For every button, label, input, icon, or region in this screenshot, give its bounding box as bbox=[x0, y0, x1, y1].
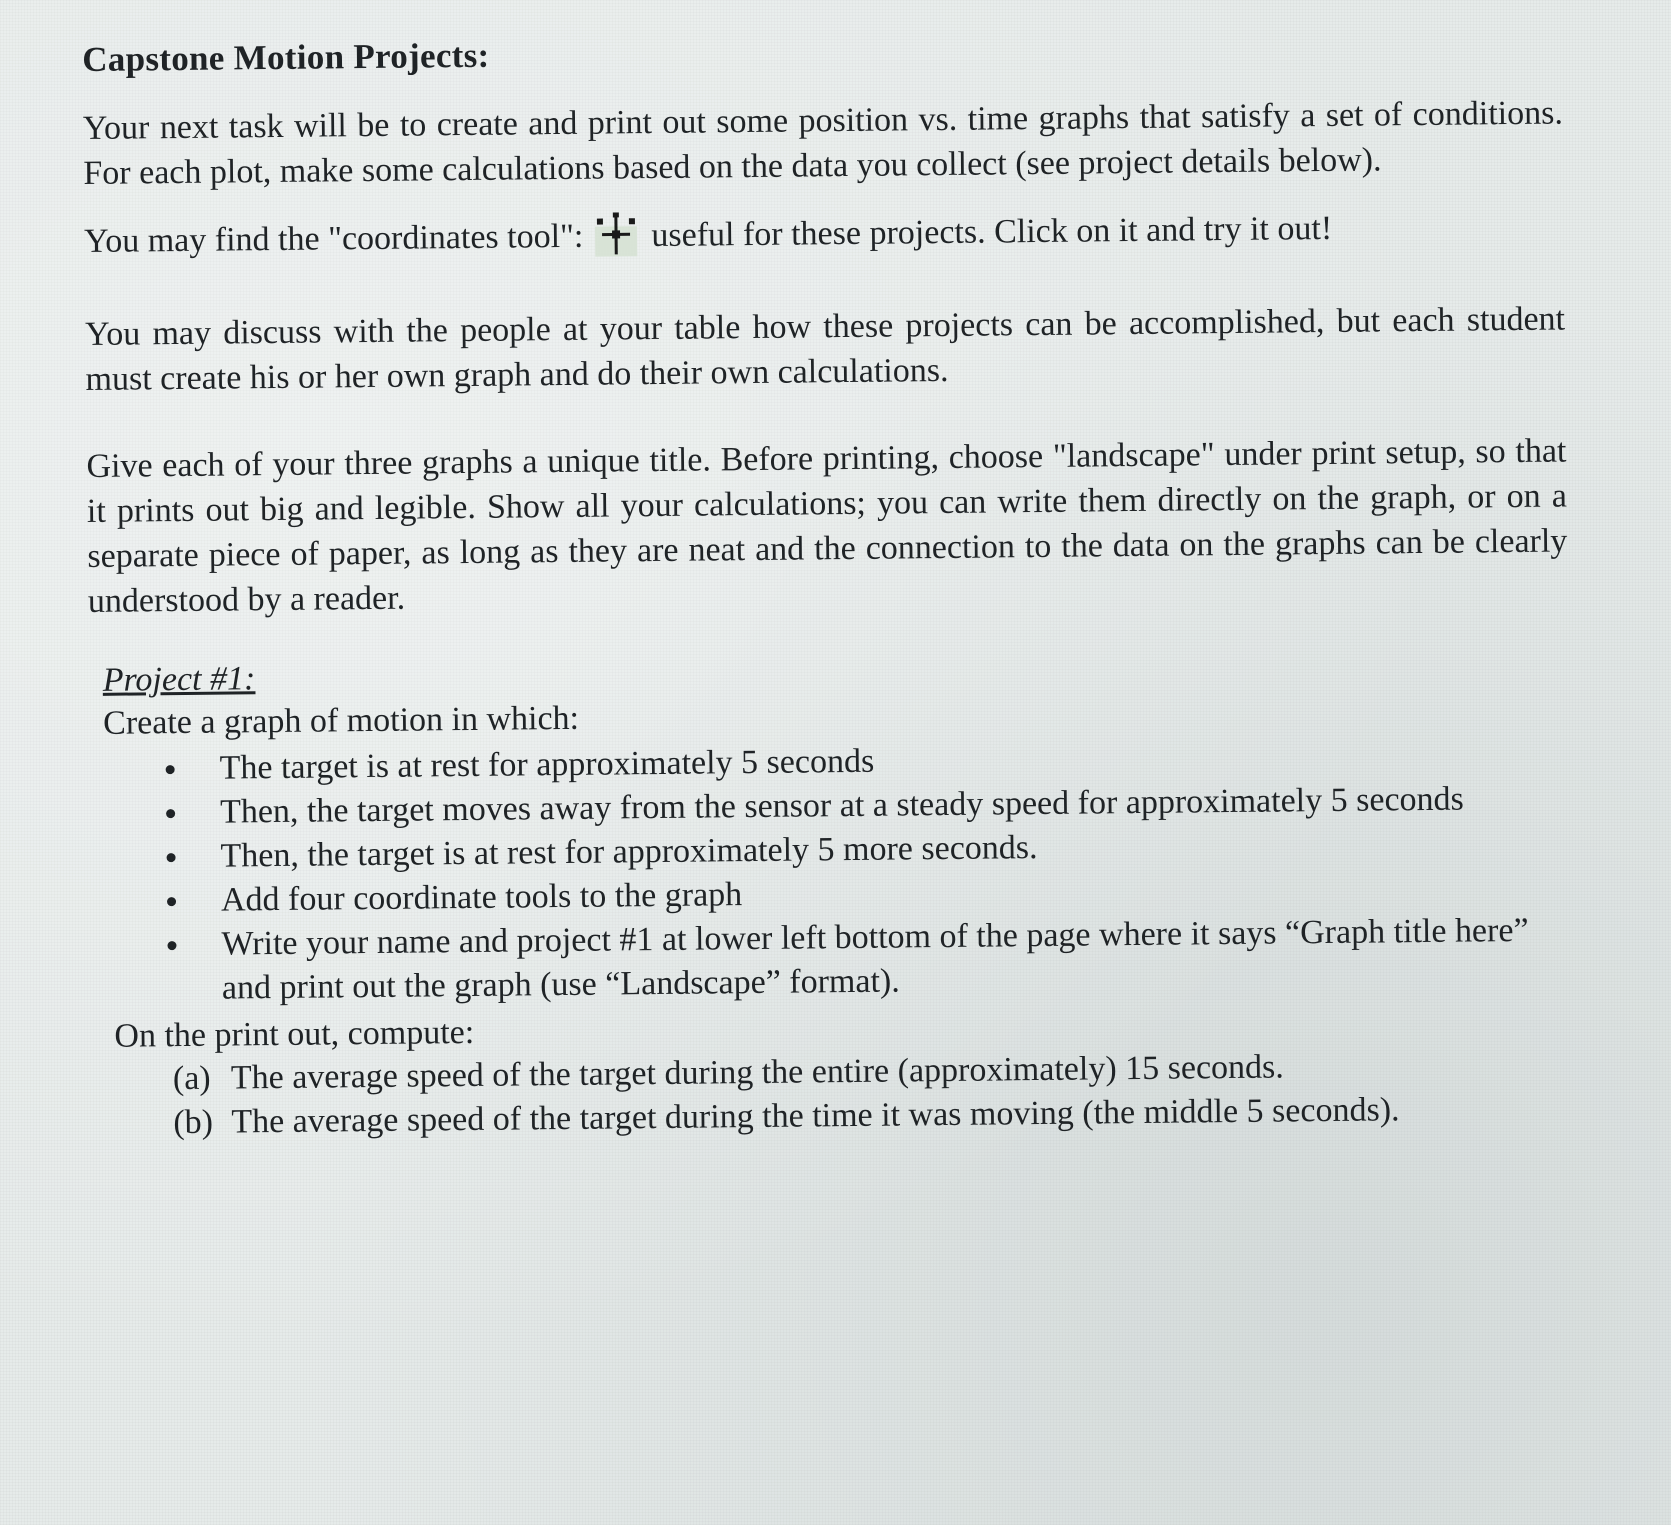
bullet-icon bbox=[167, 941, 176, 950]
compute-text: The average speed of the target during the time it was moving (the middle 5 seconds). bbox=[231, 1091, 1400, 1141]
list-item-text: Then, the target is at rest for approximately 5 more seconds. bbox=[220, 829, 1038, 875]
compute-list bbox=[93, 1042, 1574, 1145]
document-body bbox=[82, 25, 1574, 1146]
intro-paragraph: Your next task will be to create and print out some position vs. time graphs that satisfy a set of conditions. For each plot, make some calculations based on the data you collect (see project details below). bbox=[82, 94, 1564, 192]
discuss-paragraph: You may discuss with the people at your table how these projects can be accomplished, but each student must create his or her own graph and do their own calculations. bbox=[84, 300, 1566, 398]
document-title: Capstone Motion Projects: bbox=[82, 35, 490, 79]
list-item-text: Write your name and project #1 at lower left bottom of the page where it says “Graph title here” and print out the graph (use “Landscape” format). bbox=[221, 911, 1529, 1007]
compute-text: The average speed of the target during the entire (approximately) 15 seconds. bbox=[230, 1048, 1284, 1097]
list-item-text: Then, the target moves away from the sensor at a steady speed for approximately 5 seconds bbox=[219, 780, 1464, 831]
project-1-bullet-list bbox=[89, 732, 1572, 1011]
bullet-icon bbox=[167, 897, 176, 906]
tool-text-after: useful for these projects. Click on it and try it out! bbox=[651, 209, 1333, 254]
coordinates-tool-line bbox=[84, 202, 1564, 263]
bullet-icon bbox=[166, 809, 175, 818]
instructions-paragraph: Give each of your three graphs a unique title. Before printing, choose "landscape" under print setup, so that it prints out big and legible. Show all your calculations; you can write them directly on the graph, or on a separate piece of paper, as long as they are neat and the connection to the data on the graphs can be clearly understood by a reader. bbox=[86, 432, 1568, 620]
project-1-heading: Project #1: bbox=[102, 660, 256, 699]
list-item bbox=[159, 908, 1572, 1011]
compute-intro: On the print out, compute: bbox=[114, 1013, 475, 1055]
bullet-icon bbox=[167, 853, 176, 862]
list-item-text: The target is at rest for approximately 5 seconds bbox=[219, 742, 875, 787]
list-item-text: Add four coordinate tools to the graph bbox=[220, 876, 743, 919]
compute-marker: (a) bbox=[172, 1059, 211, 1098]
bullet-icon bbox=[166, 765, 175, 774]
compute-marker: (b) bbox=[173, 1103, 214, 1142]
project-1-intro: Create a graph of motion in which: bbox=[102, 699, 580, 742]
coordinates-tool-icon bbox=[593, 212, 639, 258]
tool-text-before: You may find the "coordinates tool": bbox=[83, 217, 584, 260]
